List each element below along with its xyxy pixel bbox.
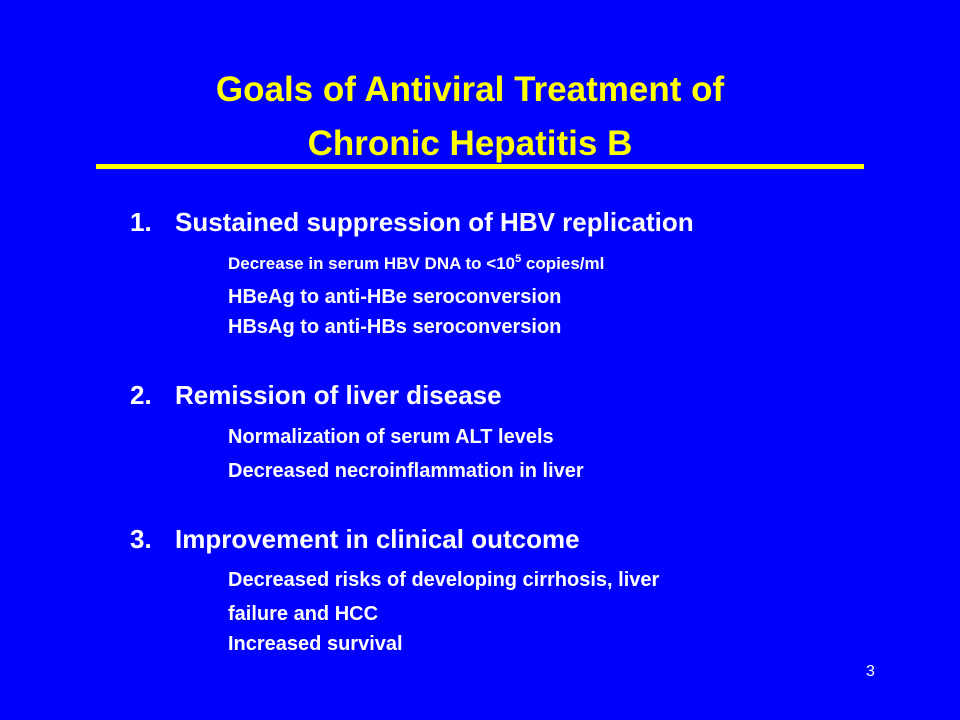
goal-1-item-2: HBeAg to anti-HBe seroconversion — [228, 286, 562, 308]
goal-1-heading — [130, 205, 694, 239]
slide-title-line-2: Chronic Hepatitis B — [307, 124, 633, 163]
goal-2-item-1: Normalization of serum ALT levels — [228, 426, 554, 448]
goal-number: 1. — [130, 207, 152, 237]
item-superscript: 5 — [515, 253, 522, 265]
goal-3-item-3: Increased survival — [228, 633, 403, 655]
goal-3-item-1: Decreased risks of developing cirrhosis, liver — [228, 569, 660, 591]
goal-heading-text: Remission of liver disease — [175, 380, 502, 410]
goal-number: 2. — [130, 380, 152, 410]
goal-number: 3. — [130, 524, 152, 554]
goal-2-heading — [130, 378, 502, 412]
goal-1-item-3: HBsAg to anti-HBs seroconversion — [228, 316, 562, 338]
item-text-before: Decrease in serum HBV DNA to <10 — [228, 254, 516, 273]
page-number: 3 — [866, 663, 875, 680]
goal-3-heading — [130, 522, 580, 556]
title-underline — [96, 164, 864, 169]
goal-2-item-2: Decreased necroinflammation in liver — [228, 460, 584, 482]
item-text-after: copies/ml — [521, 254, 605, 273]
goal-heading-text: Improvement in clinical outcome — [175, 524, 580, 554]
slide-title-line-1: Goals of Antiviral Treatment of — [215, 70, 725, 109]
goal-1-item-1 — [228, 249, 604, 279]
goal-heading-text: Sustained suppression of HBV replication — [175, 207, 694, 237]
goal-3-item-2: failure and HCC — [228, 603, 379, 625]
